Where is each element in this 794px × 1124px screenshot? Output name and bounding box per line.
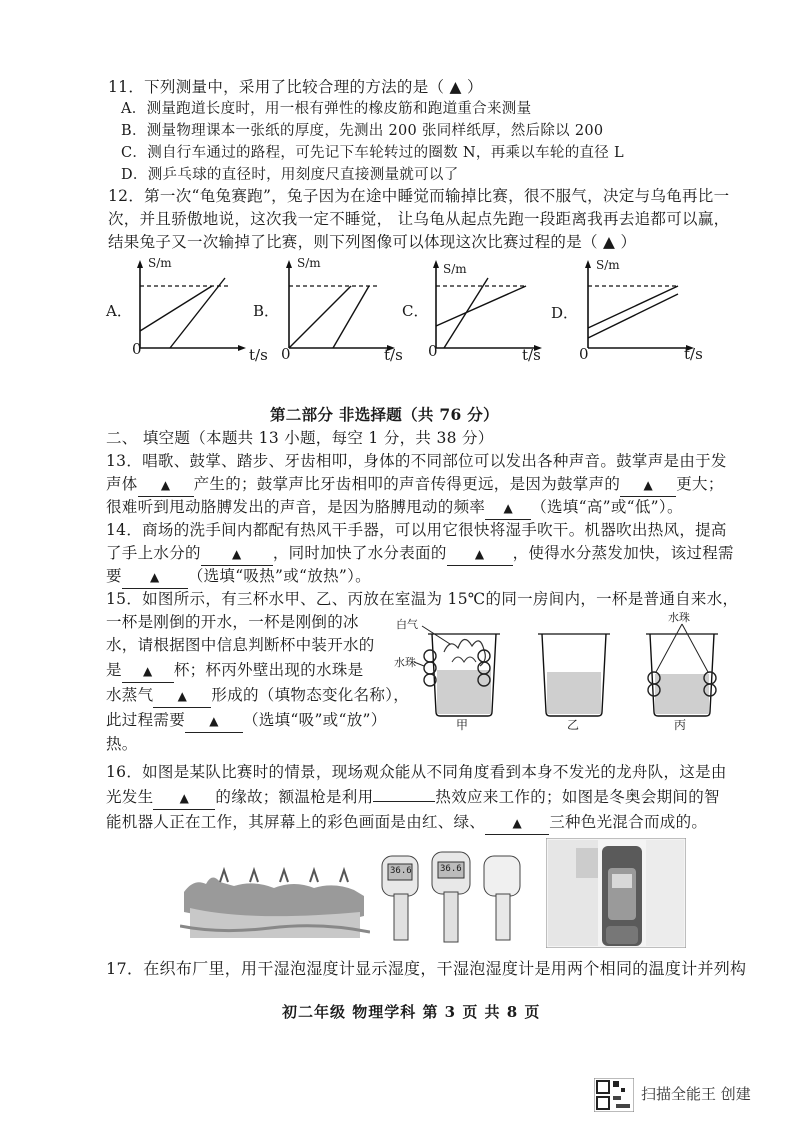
label-droplets-left: 水珠	[394, 656, 416, 669]
q15-line-7: 热。	[106, 735, 138, 753]
graph-b-ylabel: S/m	[297, 256, 321, 270]
q16-blank-1: ▲	[153, 786, 215, 810]
q13-blank-3: ▲	[485, 496, 531, 520]
q12-stem-line-3: 结果兔子又一次输掉了比赛，则下列图像可以体现这次比赛过程的是（ ▲ ）	[108, 233, 637, 251]
q16-line-2: 光发生 ▲ 的缘故；额温枪是利用 热效应来工作的；如图是冬奥会期间的智	[106, 786, 720, 810]
beaker-figure	[392, 612, 732, 727]
part-two-title: 第二部分 非选择题（共 76 分）	[270, 405, 499, 424]
q11-option-a: A．测量跑道长度时，用一根有弹性的橡皮筋和跑道重合来测量	[121, 101, 532, 117]
cup-bing-label: 丙	[674, 718, 687, 732]
q15-line-2: 一杯是刚倒的开水，一杯是刚倒的冰	[106, 613, 359, 631]
q14-line-3: 要 ▲ （选填“吸热”或“放热”）。	[106, 565, 371, 589]
section-two-header: 二、 填空题（本题共 13 小题，每空 1 分，共 38 分）	[106, 429, 494, 447]
graph-d-xlabel: t/s	[684, 345, 703, 363]
thermometer-guns-photo	[378, 848, 528, 946]
scanner-logo-icon	[594, 1078, 634, 1112]
q14-blank-2: ▲	[447, 542, 513, 566]
q15-line-1: 15．如图所示，有三杯水甲、乙、丙放在室温为 15℃的同一房间内，一杯是普通自来水，	[106, 590, 739, 608]
q11-option-c: C．测自行车通过的路程，可先记下车轮转过的圈数 N，再乘以车轮的直径 L	[121, 145, 624, 161]
graph-b-option-label: B．	[253, 302, 280, 320]
graph-a-option-label: A．	[106, 302, 132, 320]
page-footer: 初二年级 物理学科 第 3 页 共 8 页	[282, 1003, 541, 1021]
thermometer-screen-2: 36.6	[440, 864, 462, 874]
cup-yi-label: 乙	[567, 718, 580, 732]
graph-c-xlabel: t/s	[522, 346, 541, 364]
q15-line-3: 水，请根据图中信息判断杯中装开水的	[106, 636, 375, 654]
q13-blank-2: ▲	[620, 473, 676, 497]
graph-a-ylabel: S/m	[148, 256, 172, 270]
label-droplets-top: 水珠	[668, 611, 690, 624]
graph-b-origin: 0	[281, 345, 291, 363]
q14-line-2: 了手上水分的 ▲ ，同时加快了水分表面的 ▲ ，使得水分蒸发加快，该过程需	[106, 542, 734, 566]
graph-d-origin: 0	[579, 345, 589, 363]
q14-line-1: 14．商场的洗手间内都配有热风干手器，可以用它很快将湿手吹干。机器吹出热风，提高	[106, 521, 727, 539]
label-white-vapor: 白气	[396, 618, 418, 631]
q11-option-d: D．测乒乓球的直径时，用刻度尺直接测量就可以了	[121, 167, 459, 183]
thermometer-screen-1: 36.6	[390, 866, 412, 876]
q16-line-3: 能机器人正在工作，其屏幕上的彩色画面是由红、绿、 ▲ 三种色光混合而成的。	[106, 811, 707, 835]
graph-c-ylabel: S/m	[443, 262, 467, 276]
graph-b-xlabel: t/s	[384, 346, 403, 364]
graph-c-option-label: C．	[402, 302, 429, 320]
q17-line-1: 17．在织布厂里，用干湿泡湿度计显示湿度，干湿泡湿度计是用两个相同的温度计并列构	[106, 959, 747, 978]
graph-a	[130, 258, 260, 368]
graph-d-ylabel: S/m	[596, 258, 620, 272]
q13-line-1: 13．唱歌、鼓掌、踏步、牙齿相叩，身体的不同部位可以发出各种声音。鼓掌声是由于发	[106, 452, 727, 470]
q12-stem-line-2: 次，并且骄傲地说，这次我一定不睡觉， 让乌龟从起点先跑一段距离我再去追都可以赢，	[108, 210, 730, 228]
graph-a-origin: 0	[132, 340, 142, 358]
q16-blank-3: ▲	[485, 811, 549, 835]
q11-option-b: B．测量物理课本一张纸的厚度，先测出 200 张同样纸厚，然后除以 200	[121, 123, 604, 139]
q13-blank-1: ▲	[138, 473, 194, 497]
graph-a-xlabel: t/s	[249, 346, 268, 364]
q14-blank-3: ▲	[122, 565, 188, 589]
scanner-watermark: 扫描全能王 创建	[641, 1085, 751, 1103]
q15-blank-1: ▲	[122, 659, 174, 683]
dragon-boat-photo	[180, 852, 370, 942]
q12-stem-line-1: 12．第一次“龟兔赛跑”，兔子因为在途中睡觉而输掉比赛，很不服气，决定与乌龟再比一	[108, 187, 730, 205]
q15-line-5: 水蒸气 ▲ 形成的（填物态变化名称），	[106, 684, 409, 708]
q14-blank-1: ▲	[201, 542, 273, 566]
q16-line-1: 16．如图是某队比赛时的情景，现场观众能从不同角度看到本身不发光的龙舟队，这是由	[106, 763, 727, 781]
graph-c-origin: 0	[428, 342, 438, 360]
q15-blank-3: ▲	[185, 709, 243, 733]
q13-line-3: 很难听到甩动胳膊发出的声音，是因为胳膊甩动的频率 ▲ （选填“高”或“低”）。	[106, 496, 683, 520]
q13-line-2: 声体 ▲ 产生的；鼓掌声比牙齿相叩的声音传得更远，是因为鼓掌声的 ▲ 更大；	[106, 473, 724, 497]
robot-photo	[546, 838, 686, 948]
q15-line-6: 此过程需要 ▲ （选填“吸”或“放”）	[106, 709, 387, 733]
graph-d-option-label: D．	[551, 304, 579, 322]
q16-blank-2	[373, 801, 435, 802]
q11-stem: 11．下列测量中，采用了比较合理的方法的是（ ▲ ）	[108, 78, 483, 96]
q15-line-4: 是 ▲ 杯；杯丙外壁出现的水珠是	[106, 659, 363, 683]
cup-jia-label: 甲	[456, 718, 469, 732]
q15-blank-2: ▲	[153, 684, 211, 708]
